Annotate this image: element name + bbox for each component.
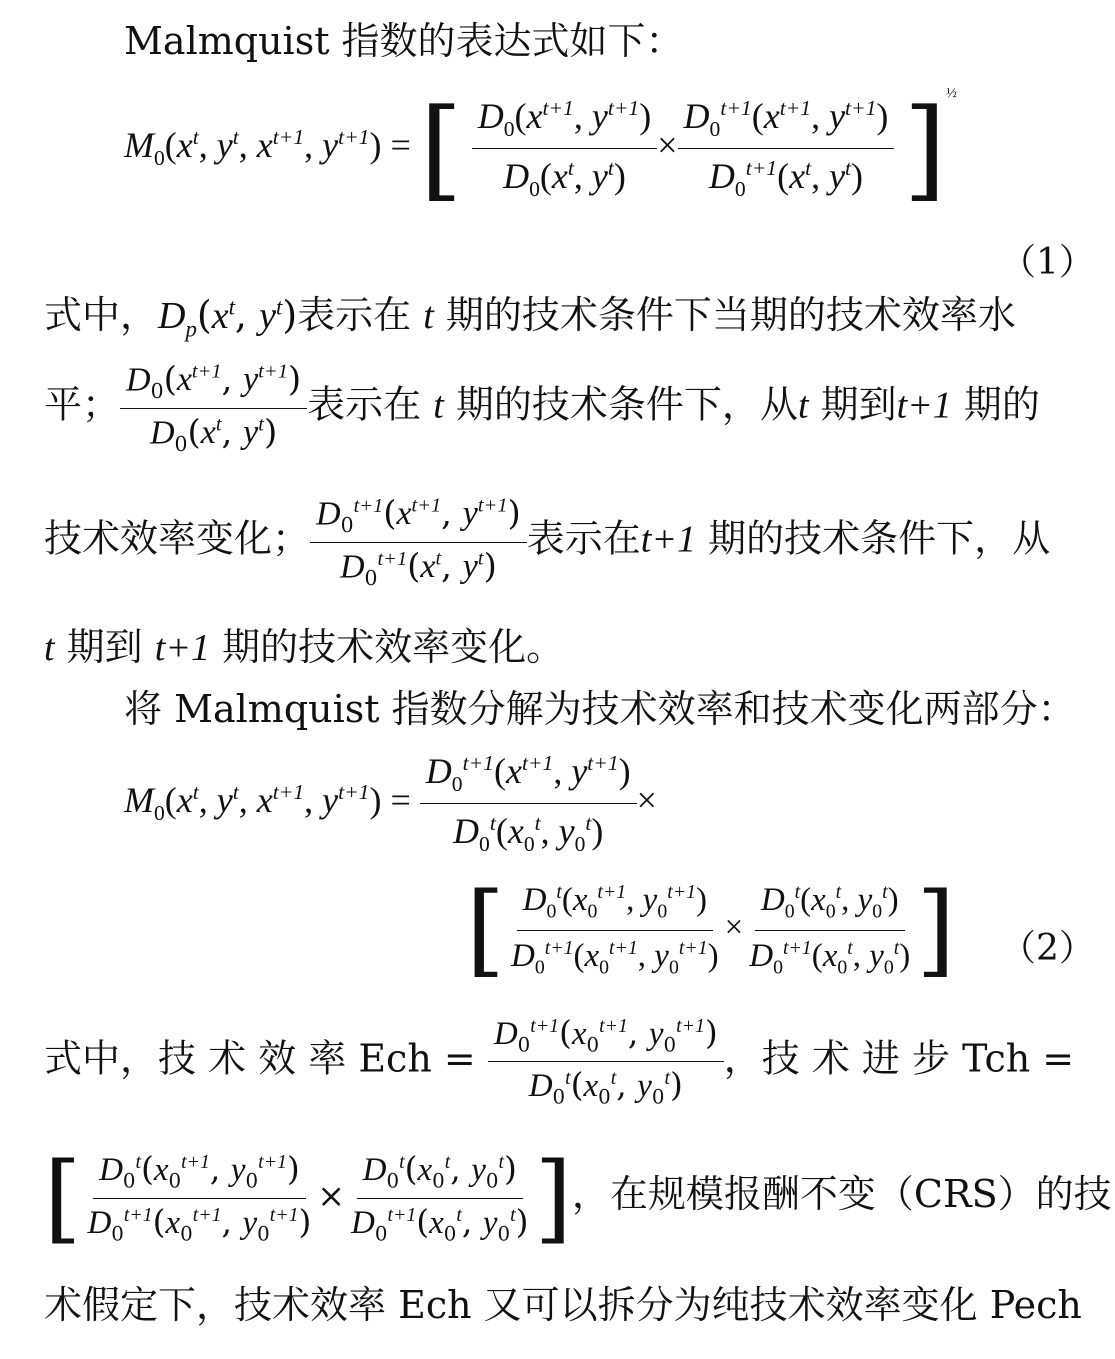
symbol-t: t [423,295,434,337]
paragraph-3: 平； $\frac{D_0(x^{t+1}, y^{t+1})}{D_0(x^t, y^t)}$ 表示在 t 期的技术条件下，从t 期到t+1 期的 [44,359,1040,456]
text-segment: 期到 [820,382,897,427]
text-segment: 期的技术条件下，从 [708,516,1051,561]
equation-1-number: （1） [1000,242,1095,283]
text-segment: ，技 术 进 步 Tch = [723,1036,1075,1081]
paragraph-4: 技术效率变化； $\frac{D_0^{t+1}(x^{t+1}, y^{t+1})}{D_0^{t+1}(x^t, y^t)}$ 表示在t+1 期的技术条件下，从 [44,493,1051,590]
text-segment: 期的技术效率变化。 [222,625,565,669]
symbol-t: t [433,384,444,427]
paragraph-5 [44,625,565,669]
symbol-t1: t+1 [896,384,952,427]
equation-2-row-1: $M_0(x^t$, $y^t$, $x^{t+1}$, $y^{t+1}$) = $\frac{D_0^{t+1}(x^{t+1}, y^{t+1})}{D_0^t(x_0^t, y_0^t)}$ × [124,751,657,857]
intro-paragraph: Malmquist 指数的表达式如下： [124,19,684,63]
text-segment: 技术效率变化； [44,516,311,561]
symbol-t: t [44,627,55,669]
text-segment: ，在规模报酬不变（CRS）的技 [571,1172,1112,1216]
text-segment: 式中，技 术 效 率 Ech = [44,1036,476,1081]
equation-1: $M_0(x^t$, $y^t$, $x^{t+1}$, $y^{t+1}$) = [ $\frac{D_0(x^{t+1}, y^{t+1})}{D_0(x^t, y^t)}$ × $\frac{D_0^{t+1}(x^{t+1}, y^{t+1})}{D_0^{t+1}(x^t, y^t)}$ ]$^{\frac{1}{2}}$ [124,84,957,213]
equation-2-row-2: [ $\frac{D_0^t(x_0^{t+1}, y_0^{t+1})}{D_0^{t+1}(x_0^{t+1}, y_0^{t+1})}$ × $\frac{D_0^t(x_0^t, y_0^t)}{D_0^{t+1}(x_0^t, y_0^t)}$ ] [466,871,956,988]
text-segment: 表示在 [297,293,412,337]
paragraph-6: 将 Malmquist 指数分解为技术效率和技术变化两部分： [124,687,1076,731]
text-segment: 期的技术条件下，从 [455,382,798,427]
text-segment: 表示在 [526,516,641,561]
text-segment: 期的 [963,382,1040,427]
symbol-t1: t+1 [640,518,696,561]
symbol-t: t [797,384,809,427]
paragraph-9: 术假定下，技术效率 Ech 又可以拆分为纯技术效率变化 Pech [44,1283,1082,1327]
equation-2-number: （2） [1000,928,1095,969]
text-segment: 表示在 [307,382,422,427]
text-segment: 期到 [66,625,143,669]
symbol-t1: t+1 [154,627,210,669]
text-segment: 平； [44,382,121,427]
paragraph-8: [ $\frac{D_0^t(x_0^{t+1}, y_0^{t+1})}{D_0^{t+1}(x_0^{t+1}, y_0^{t+1})}$ × $\frac{D_0^t(x_0^t, y_0^t)}{D_0^{t+1}(x_0^t, y_0^t)}$ ]，在规模报酬不变（CRS）的技 [44,1142,1112,1254]
text-segment: 期的技术条件下当期的技术效率水 [445,293,1016,337]
paragraph-7: 式中，技 术 效 率 Ech = $\frac{D_0^{t+1}(x_0^{t+1}, y_0^{t+1})}{D_0^t(x_0^t, y_0^t)}$ ，技 术 进 步 Tch = [44,1013,1075,1109]
text-segment: 式中， [44,293,159,337]
paragraph-2: 式中，$D_p(x^t$, $y^t$)表示在 t 期的技术条件下当期的技术效率水 [44,293,1016,342]
